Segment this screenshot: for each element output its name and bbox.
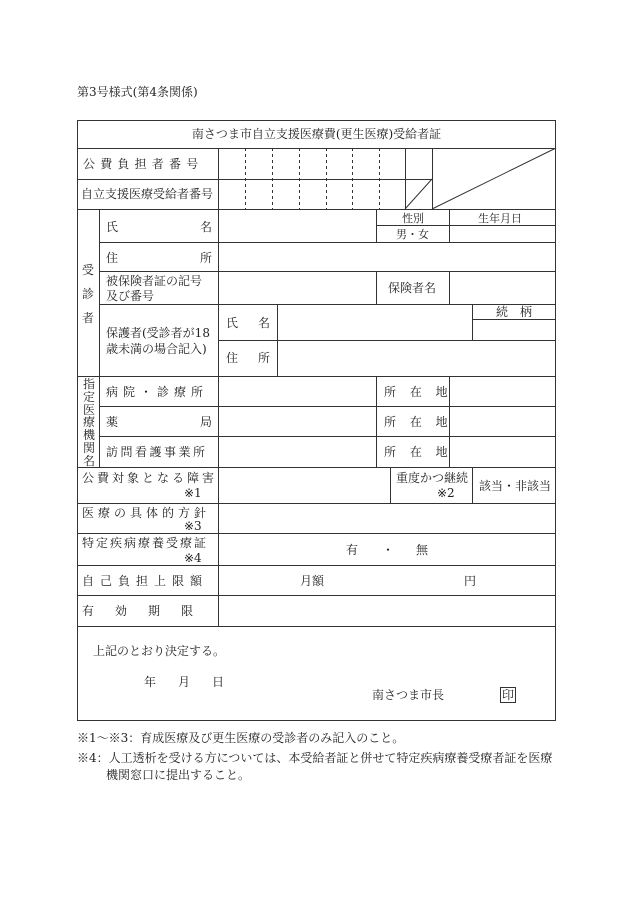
- note-line-3: 機関窓口に提出すること。: [106, 768, 251, 782]
- note3-mark: ※3: [184, 519, 202, 533]
- note1-mark: ※1: [184, 486, 202, 500]
- limit-label: 自己負担上限額: [82, 574, 209, 588]
- decision-text: 上記のとおり決定する。: [93, 644, 226, 658]
- monthly-label: 月額: [300, 574, 325, 588]
- pharmacy-location-label: 所 在 地: [384, 415, 453, 429]
- applicable-label: 該当・非該当: [479, 479, 552, 493]
- guardian-label-1: 保護者(受診者が18: [106, 326, 210, 340]
- address-label-a: 住: [106, 251, 119, 265]
- severe-label: 重度かつ継続: [396, 471, 469, 485]
- relation-label: [496, 305, 532, 319]
- mayor-label: 南さつま市長: [372, 688, 445, 702]
- guardian-label-2: 歳未満の場合記入): [106, 342, 207, 356]
- note2-mark: ※2: [437, 486, 455, 500]
- form-number: 第3号様式(第4条関係): [77, 85, 198, 99]
- guardian-addr-a: 住: [226, 351, 239, 365]
- note-line-1: ※1～※3：育成医療及び更生医療の受診者のみ記入のこと。: [77, 731, 405, 745]
- pharmacy-label: [106, 415, 212, 429]
- pharmacy-a: 薬: [106, 415, 119, 429]
- insurance-card-label-2: 及び番号: [106, 289, 155, 303]
- pharmacy-b: 局: [199, 415, 212, 429]
- nursing-label: 訪問看護事業所: [106, 445, 208, 459]
- institution-group-label: 指定医療機関名: [82, 377, 95, 468]
- insurance-card-label-1: 被保険者証の記号: [106, 274, 203, 288]
- patient-group-char-3: 者: [82, 311, 95, 325]
- specific-no: 無: [416, 543, 429, 557]
- specific-disease-label: 特定疾病療養受療証: [82, 536, 209, 550]
- relation-a: 続: [496, 305, 509, 319]
- hospital-label: 病院・診療所: [106, 385, 209, 399]
- note-line-2: ※4：人工透析を受ける方については、本受給者証と併せて特定疾病療養受療者証を医療: [77, 751, 553, 765]
- name-label: [106, 220, 212, 234]
- specific-dot: ・: [382, 543, 395, 557]
- form-title: 南さつま市自立支援医療費(更生医療)受給者証: [191, 127, 442, 141]
- sex-label: 性別: [402, 212, 424, 225]
- name-label-b: 名: [199, 220, 212, 234]
- policy-label: 医療の具体的方針: [82, 506, 211, 520]
- guardian-addr-b: 所: [257, 351, 270, 365]
- relation-b: 柄: [519, 305, 532, 319]
- insurer-name-label: 保険者名: [388, 281, 437, 295]
- guardian-name-b: 名: [257, 316, 270, 330]
- decision-year: 年: [144, 675, 157, 689]
- guardian-name-a: 氏: [226, 316, 239, 330]
- address-label-b: 所: [199, 251, 212, 265]
- decision-month: 月: [178, 675, 191, 689]
- address-label: [106, 251, 212, 265]
- yen-label: 円: [464, 574, 477, 588]
- seal-box: 印: [502, 688, 515, 702]
- patient-group-char-1: 受: [82, 263, 95, 277]
- patient-group-char-2: 診: [82, 287, 95, 301]
- name-label-a: 氏: [106, 220, 119, 234]
- specific-yes: 有: [346, 543, 359, 557]
- recipient-number-label: 自立支援医療受給者番号: [81, 187, 214, 201]
- decision-day: 日: [212, 675, 225, 689]
- note4-mark: ※4: [184, 551, 202, 565]
- valid-label: 有効期限: [82, 604, 215, 618]
- nursing-location-label: 所 在 地: [384, 445, 453, 459]
- hospital-location-label: 所 在 地: [384, 385, 453, 399]
- guardian-name-label: [226, 316, 270, 330]
- public-payer-label: 公費負担者番号: [83, 157, 204, 171]
- dob-label: 生年月日: [478, 212, 522, 225]
- guardian-address-label: [226, 351, 270, 365]
- disability-label: 公費対象となる障害: [82, 471, 218, 485]
- sex-values: 男・女: [396, 228, 429, 241]
